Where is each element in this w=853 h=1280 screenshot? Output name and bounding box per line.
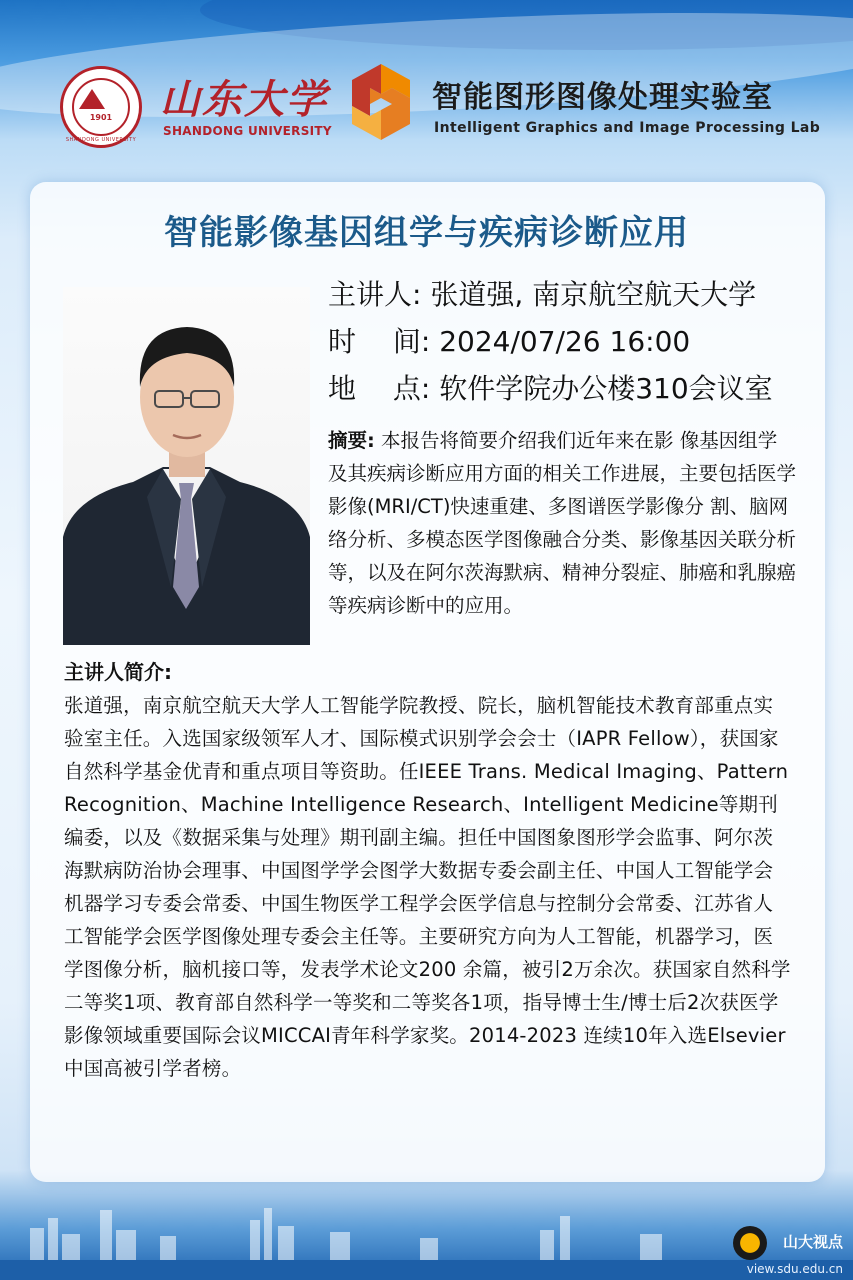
footer-badge: 山大视点: [782, 1233, 843, 1251]
abstract-label: 摘要:: [328, 429, 375, 452]
city-skyline: [0, 1170, 853, 1280]
abstract: [328, 424, 796, 622]
seal-ring-text: SHANDONG UNIVERSITY: [65, 137, 137, 143]
lab-name-cn: 智能图形图像处理实验室: [432, 80, 773, 115]
place-line: 地 点: 软件学院办公楼310会议室: [328, 372, 773, 405]
seal-year: 1901: [89, 113, 113, 122]
header: [0, 60, 853, 160]
lab-logo-icon: [352, 64, 410, 140]
time-line: 时 间: 2024/07/26 16:00: [328, 325, 691, 358]
lab-name-en: Intelligent Graphics and Image Processing Lab: [434, 120, 821, 136]
mountain-icon: [79, 89, 105, 109]
bio-text: 张道强，南京航空航天大学人工智能学院教授、院长，脑机智能技术教育部重点实验室主任。入选国家级领军人才、国际模式识别学会会士（IAPR Fellow），获国家自然科学基金优青和重点项目等资助。任IEEE Trans. Medical Imaging、Pattern Recognition、Machine Intelligence Research、Intelligent Medicine等期刊编委，以及《数据采集与处理》期刊副主编。担任中国图象图形学会监事、阿尔茨海默病防治协会理事、中国图学学会图学大数据专委会副主任、中国人工智能学会机器学习专委会常委、中国生物医学工程学会医学信息与控制分会常委、江苏省人工智能学会医学图像处理专委会主任等。主要研究方向为人工智能，机器学习，医学图像分析，脑机接口等，发表学术论文200 余篇，被引2万余次。获国家自然科学二等奖1项、教育部自然科学一等奖和二等奖各1项，指导博士生/博士后2次获医学影像领域重要国际会议MICCAI青年科学家奖。2014-2023 连续10年入选Elsevier 中国高被引学者榜。: [64, 694, 791, 1080]
eye-logo-icon: [733, 1226, 767, 1260]
footer-url: view.sdu.edu.cn: [746, 1262, 843, 1276]
speaker-line: 主讲人: 张道强, 南京航空航天大学: [328, 278, 757, 311]
talk-title: 智能影像基因组学与疾病诊断应用: [164, 213, 689, 253]
university-name-en: SHANDONG UNIVERSITY: [163, 124, 332, 138]
university-name-cn: 山东大学: [160, 76, 328, 123]
speaker-photo: [63, 287, 310, 645]
abstract-text: 本报告将简要介绍我们近年来在影 像基因组学及其疾病诊断应用方面的相关工作进展，主要包括医学影像(MRI/CT)快速重建、多图谱医学影像分 割、脑网络分析、多模态医学图像融合分类、影像基因关联分析等，以及在阿尔茨海默病、精神分裂症、肺癌和乳腺癌等疾病诊断中的应用。: [328, 429, 797, 617]
bio-title: 主讲人简介:: [64, 660, 172, 684]
university-seal-logo: [60, 66, 142, 148]
